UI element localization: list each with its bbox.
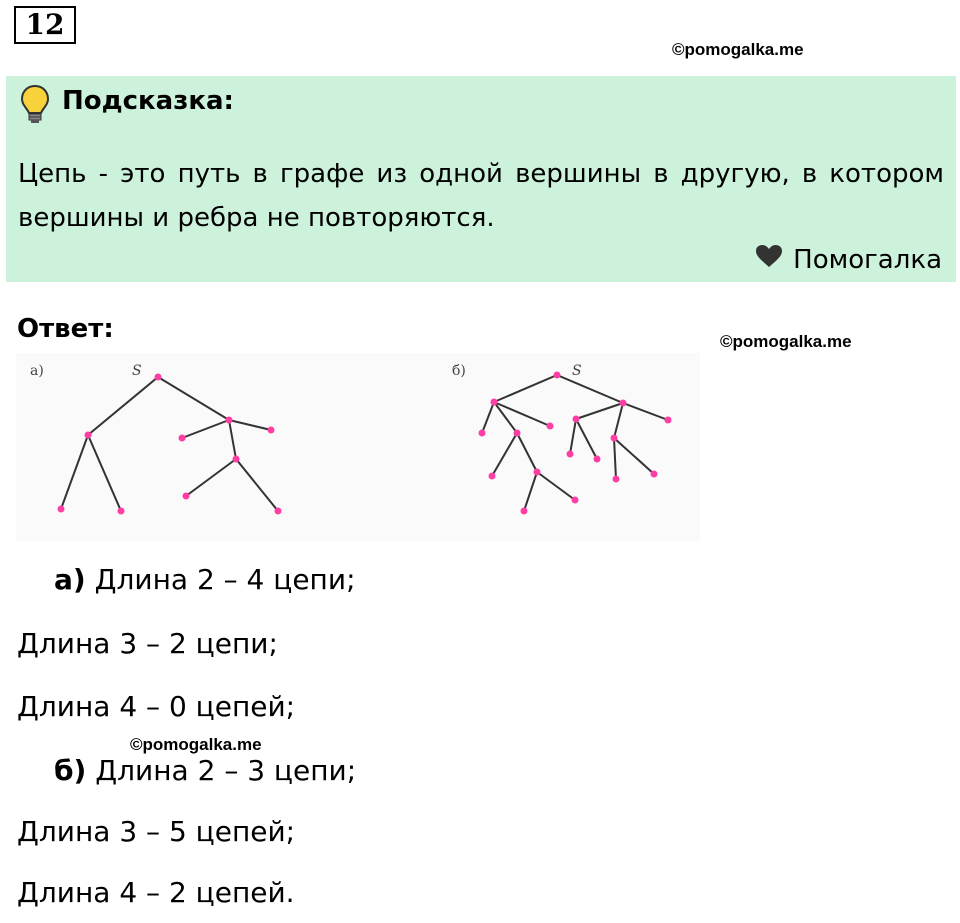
graph-edge (614, 438, 654, 474)
graph-edge (623, 403, 668, 420)
graph-edge (61, 435, 88, 509)
watermark: ©pomogalka.me (720, 332, 852, 351)
answer-line-a3: Длина 4 – 0 цепей; (17, 690, 296, 723)
graph-vertex (118, 508, 125, 515)
graph-edge (517, 433, 537, 472)
graph-b-label: б) (452, 363, 466, 379)
answer-label: Ответ: (17, 314, 114, 344)
task-number: 12 (14, 6, 76, 44)
graph-vertex (534, 469, 541, 476)
hint-signature (755, 244, 942, 275)
answer-line-b1: б) Длина 2 – 3 цепи; (54, 754, 357, 787)
graph-vertex (547, 423, 554, 430)
graph-a-label: а) (30, 363, 44, 379)
graph-edge (524, 472, 537, 511)
answer-line-b3: Длина 4 – 2 цепей. (17, 876, 295, 909)
graph-vertex (554, 372, 561, 379)
graph-vertex (491, 399, 498, 406)
answer-line-a1: а) Длина 2 – 4 цепи; (54, 563, 356, 596)
graph-vertex (572, 497, 579, 504)
graph-edge (494, 375, 557, 402)
hint-box (6, 76, 956, 282)
graph-vertex (665, 417, 672, 424)
graph-vertex (573, 416, 580, 423)
graph-vertex (514, 430, 521, 437)
graph-vertex (233, 456, 240, 463)
graph-vertex (521, 508, 528, 515)
graph-figure (16, 353, 700, 541)
graph-edge (236, 459, 278, 511)
signature-text: Помогалка (793, 244, 942, 275)
graph-edge (88, 377, 158, 435)
graph-edge (229, 420, 236, 459)
graph-vertex (183, 493, 190, 500)
graph-vertex (489, 473, 496, 480)
watermark: ©pomogalka.me (672, 40, 804, 59)
graph-edge (614, 403, 623, 438)
graph-edge (576, 419, 597, 459)
graph-edge (158, 377, 229, 420)
answer-prefix-a: а) (54, 563, 86, 596)
vertex-s-label: S (572, 363, 582, 379)
graph-edge (557, 375, 623, 403)
graph-vertex (620, 400, 627, 407)
graph-edge (570, 419, 576, 454)
graph-vertex (567, 451, 574, 458)
vertex-s-label: S (132, 363, 142, 379)
graph-edge (88, 435, 121, 511)
graph-edge (186, 459, 236, 496)
answer-prefix-b: б) (54, 754, 87, 787)
graph-edge (482, 402, 494, 433)
heart-icon (755, 244, 783, 275)
answer-line-a2: Длина 3 – 2 цепи; (17, 627, 278, 660)
graph-vertex (268, 427, 275, 434)
graph-vertex (594, 456, 601, 463)
graph-vertex (275, 508, 282, 515)
graph-vertex (226, 417, 233, 424)
graph-vertex (651, 471, 658, 478)
graph-vertex (58, 506, 65, 513)
graph-vertex (85, 432, 92, 439)
graph-vertex (155, 374, 162, 381)
answer-line-b2: Длина 3 – 5 цепей; (17, 815, 296, 848)
watermark: ©pomogalka.me (130, 735, 262, 754)
graph-edge (492, 433, 517, 476)
graph-vertex (179, 435, 186, 442)
graph-edge (537, 472, 575, 500)
graph-edge (229, 420, 271, 430)
graph-edge (182, 420, 229, 438)
graph-vertex (611, 435, 618, 442)
graph-edge (576, 403, 623, 419)
graph-vertex (479, 430, 486, 437)
hint-title: Подсказка: (62, 86, 234, 116)
hint-text: Цепь - это путь в графе из одной вершины в другую, в котором вершины и ребра не повторяются. (18, 159, 944, 233)
graph-edge (614, 438, 616, 479)
lightbulb-icon (20, 84, 50, 128)
graph-vertex (613, 476, 620, 483)
